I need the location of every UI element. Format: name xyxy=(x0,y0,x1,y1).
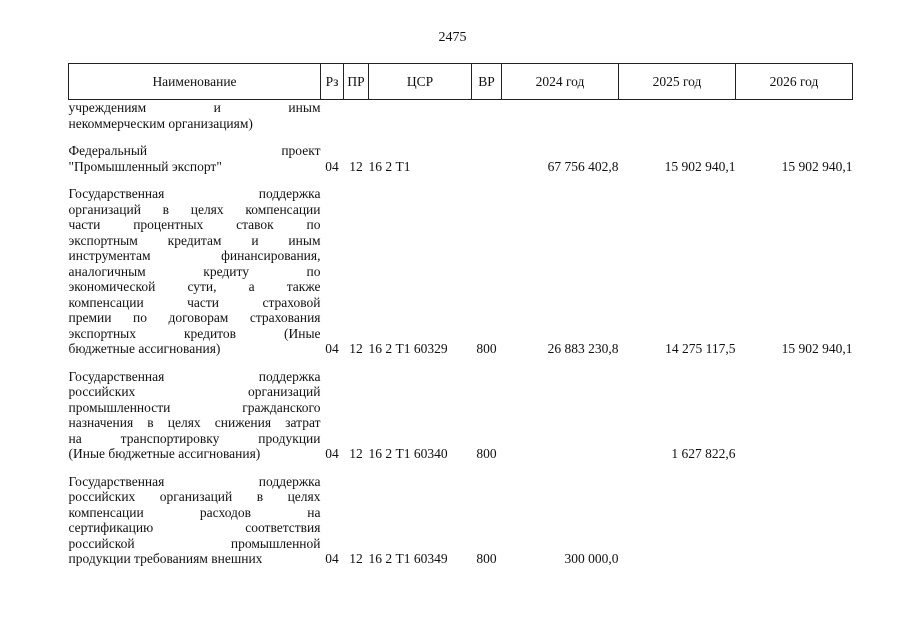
name-line: Государственная поддержка xyxy=(68,186,321,201)
cell-vr: 800 xyxy=(476,551,497,566)
name-line: российских организаций в целях xyxy=(68,489,321,504)
name-line: инструментам финансирования, xyxy=(68,248,321,263)
cell-vr xyxy=(472,143,502,174)
name-line: аналогичным кредиту по xyxy=(68,263,321,279)
name-line: организаций в целях компенсации xyxy=(68,201,321,217)
row-spacer xyxy=(69,174,853,186)
cell-year-2025: 14 275 117,5 xyxy=(665,341,736,356)
cell-vr: 800 xyxy=(476,446,497,461)
name-line: на транспортировку продукции xyxy=(68,430,321,446)
cell-csr: 16 2 Т1 60329 xyxy=(368,341,448,356)
cell-year-2026 xyxy=(736,369,853,462)
cell-pr: 12 xyxy=(349,341,363,356)
name-line: (Иные бюджетные ассигнования) xyxy=(68,446,261,461)
cell-year-2024 xyxy=(502,369,619,462)
name-line: некоммерческим организациям) xyxy=(68,115,253,131)
header-pr: ПР xyxy=(344,64,369,100)
cell-name xyxy=(69,369,321,462)
name-line: назначения в целях снижения затрат xyxy=(68,415,321,430)
name-line: "Промышленный экспорт" xyxy=(68,158,222,174)
name-line: экспортным кредитам и иным xyxy=(68,232,321,248)
row-spacer xyxy=(69,131,853,143)
cell-csr: 16 2 Т1 60349 xyxy=(368,551,448,566)
cell-year-2024: 26 883 230,8 xyxy=(547,341,619,356)
cell-csr: 16 2 Т1 60340 xyxy=(368,446,448,461)
cell-year-2026: 15 902 940,1 xyxy=(781,158,853,174)
cell-csr xyxy=(369,100,472,132)
cell-rz xyxy=(321,100,344,132)
name-line: российской промышленной xyxy=(68,535,321,551)
header-vr: ВР xyxy=(472,64,502,100)
name-line: российских организаций xyxy=(68,384,321,399)
row-spacer xyxy=(69,462,853,474)
header-year-2024: 2024 год xyxy=(502,64,619,100)
cell-rz: 04 xyxy=(325,446,339,461)
header-year-2025: 2025 год xyxy=(619,64,736,100)
name-line: учреждениям и иным xyxy=(68,100,321,115)
cell-year-2024: 67 756 402,8 xyxy=(547,158,619,174)
header-year-2026: 2026 год xyxy=(736,64,853,100)
name-line: промышленности гражданского xyxy=(68,399,321,415)
table-header-row xyxy=(69,64,853,100)
name-line: продукции требованиям внешних xyxy=(68,551,263,566)
cell-name xyxy=(69,100,321,132)
name-line: бюджетные ассигнования) xyxy=(68,341,221,356)
cell-name xyxy=(69,143,321,174)
cell-year-2025 xyxy=(619,474,736,567)
cell-rz: 04 xyxy=(325,551,339,566)
name-line: части процентных ставок по xyxy=(68,217,321,232)
cell-rz: 04 xyxy=(325,158,339,174)
name-line: сертификацию соответствия xyxy=(68,520,321,535)
cell-year-2026 xyxy=(736,100,853,132)
header-csr: ЦСР xyxy=(369,64,472,100)
cell-year-2025 xyxy=(619,100,736,132)
name-line: компенсации части страховой xyxy=(68,294,321,310)
cell-vr: 800 xyxy=(476,341,497,356)
row-spacer xyxy=(69,357,853,369)
name-line: премии по договорам страхования xyxy=(68,310,321,325)
cell-name xyxy=(69,186,321,357)
table-row xyxy=(69,369,853,462)
cell-vr xyxy=(472,100,502,132)
cell-pr: 12 xyxy=(349,551,363,566)
table-row xyxy=(69,186,853,357)
name-line: компенсации расходов на xyxy=(68,504,321,520)
cell-pr xyxy=(344,100,369,132)
cell-year-2024 xyxy=(502,100,619,132)
cell-pr: 12 xyxy=(349,158,363,174)
page-number: 2475 xyxy=(438,30,467,45)
table-body xyxy=(69,100,853,567)
table-row xyxy=(69,100,853,132)
cell-rz: 04 xyxy=(325,341,339,356)
name-line: экспортных кредитов (Иные xyxy=(68,325,321,341)
header-rz: Рз xyxy=(321,64,344,100)
header-name: Наименование xyxy=(69,64,321,100)
cell-year-2025: 15 902 940,1 xyxy=(664,158,736,174)
name-line: Государственная поддержка xyxy=(68,368,321,384)
budget-table xyxy=(68,63,853,567)
table-row xyxy=(69,143,853,174)
cell-year-2026: 15 902 940,1 xyxy=(781,341,853,356)
name-line: Федеральный проект xyxy=(68,143,321,158)
cell-year-2026 xyxy=(736,474,853,567)
name-line: Государственная поддержка xyxy=(68,473,321,489)
cell-csr: 16 2 Т1 xyxy=(368,158,411,174)
name-line: экономической сути, а также xyxy=(68,279,321,294)
cell-year-2024: 300 000,0 xyxy=(564,551,619,566)
cell-year-2025: 1 627 822,6 xyxy=(671,446,736,461)
cell-pr: 12 xyxy=(349,446,363,461)
table-row xyxy=(69,474,853,567)
cell-name xyxy=(69,474,321,567)
